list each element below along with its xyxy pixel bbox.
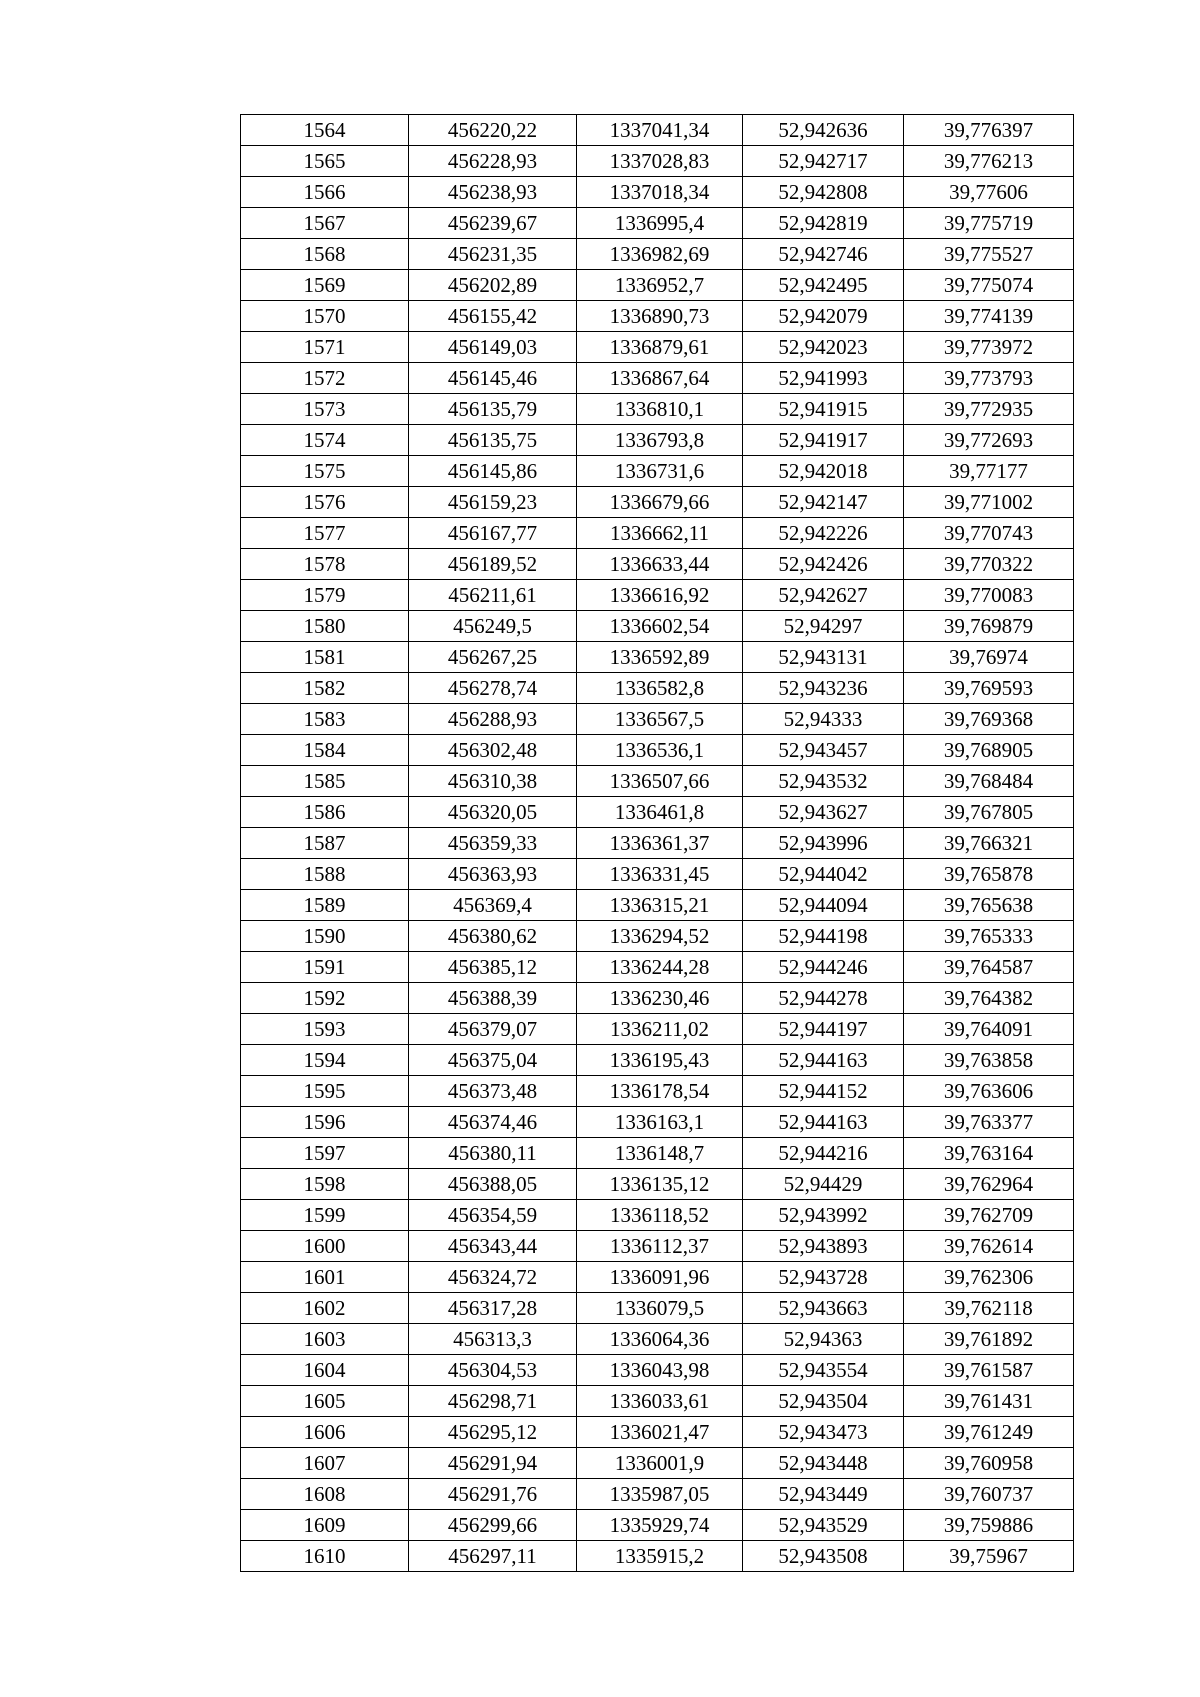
longitude-cell: 39,776397 <box>904 115 1074 146</box>
table-row <box>241 1541 1074 1572</box>
y-coordinate-cell: 1337041,34 <box>577 115 743 146</box>
x-coordinate-cell: 456374,46 <box>409 1107 577 1138</box>
x-coordinate-cell: 456202,89 <box>409 270 577 301</box>
x-coordinate-cell: 456231,35 <box>409 239 577 270</box>
table-row <box>241 1045 1074 1076</box>
latitude-cell: 52,943728 <box>743 1262 904 1293</box>
point-number-cell: 1606 <box>241 1417 409 1448</box>
table-row <box>241 270 1074 301</box>
longitude-cell: 39,770083 <box>904 580 1074 611</box>
y-coordinate-cell: 1336890,73 <box>577 301 743 332</box>
latitude-cell: 52,944163 <box>743 1045 904 1076</box>
table-row <box>241 1386 1074 1417</box>
y-coordinate-cell: 1336982,69 <box>577 239 743 270</box>
longitude-cell: 39,761587 <box>904 1355 1074 1386</box>
x-coordinate-cell: 456388,39 <box>409 983 577 1014</box>
latitude-cell: 52,94333 <box>743 704 904 735</box>
table-row <box>241 1417 1074 1448</box>
table-row <box>241 1107 1074 1138</box>
table-row <box>241 363 1074 394</box>
y-coordinate-cell: 1336679,66 <box>577 487 743 518</box>
y-coordinate-cell: 1335987,05 <box>577 1479 743 1510</box>
y-coordinate-cell: 1336662,11 <box>577 518 743 549</box>
point-number-cell: 1587 <box>241 828 409 859</box>
point-number-cell: 1604 <box>241 1355 409 1386</box>
table-row <box>241 1324 1074 1355</box>
table-row <box>241 1262 1074 1293</box>
table-row <box>241 1138 1074 1169</box>
latitude-cell: 52,943449 <box>743 1479 904 1510</box>
latitude-cell: 52,944197 <box>743 1014 904 1045</box>
point-number-cell: 1583 <box>241 704 409 735</box>
x-coordinate-cell: 456135,79 <box>409 394 577 425</box>
x-coordinate-cell: 456291,94 <box>409 1448 577 1479</box>
latitude-cell: 52,94429 <box>743 1169 904 1200</box>
y-coordinate-cell: 1336361,37 <box>577 828 743 859</box>
point-number-cell: 1592 <box>241 983 409 1014</box>
y-coordinate-cell: 1337028,83 <box>577 146 743 177</box>
table-row <box>241 146 1074 177</box>
latitude-cell: 52,942717 <box>743 146 904 177</box>
table-row <box>241 828 1074 859</box>
latitude-cell: 52,943473 <box>743 1417 904 1448</box>
longitude-cell: 39,764091 <box>904 1014 1074 1045</box>
y-coordinate-cell: 1336793,8 <box>577 425 743 456</box>
x-coordinate-cell: 456354,59 <box>409 1200 577 1231</box>
table-row <box>241 1076 1074 1107</box>
longitude-cell: 39,774139 <box>904 301 1074 332</box>
longitude-cell: 39,775719 <box>904 208 1074 239</box>
y-coordinate-cell: 1336195,43 <box>577 1045 743 1076</box>
point-number-cell: 1594 <box>241 1045 409 1076</box>
point-number-cell: 1581 <box>241 642 409 673</box>
longitude-cell: 39,763164 <box>904 1138 1074 1169</box>
point-number-cell: 1609 <box>241 1510 409 1541</box>
table-row <box>241 487 1074 518</box>
x-coordinate-cell: 456320,05 <box>409 797 577 828</box>
table-row <box>241 425 1074 456</box>
table-row <box>241 921 1074 952</box>
latitude-cell: 52,942147 <box>743 487 904 518</box>
point-number-cell: 1570 <box>241 301 409 332</box>
point-number-cell: 1601 <box>241 1262 409 1293</box>
longitude-cell: 39,775074 <box>904 270 1074 301</box>
table-row <box>241 1014 1074 1045</box>
longitude-cell: 39,762614 <box>904 1231 1074 1262</box>
point-number-cell: 1566 <box>241 177 409 208</box>
latitude-cell: 52,943893 <box>743 1231 904 1262</box>
point-number-cell: 1564 <box>241 115 409 146</box>
x-coordinate-cell: 456167,77 <box>409 518 577 549</box>
longitude-cell: 39,761249 <box>904 1417 1074 1448</box>
y-coordinate-cell: 1336079,5 <box>577 1293 743 1324</box>
latitude-cell: 52,944198 <box>743 921 904 952</box>
longitude-cell: 39,761892 <box>904 1324 1074 1355</box>
longitude-cell: 39,765638 <box>904 890 1074 921</box>
y-coordinate-cell: 1336331,45 <box>577 859 743 890</box>
x-coordinate-cell: 456297,11 <box>409 1541 577 1572</box>
y-coordinate-cell: 1336033,61 <box>577 1386 743 1417</box>
latitude-cell: 52,941993 <box>743 363 904 394</box>
point-number-cell: 1567 <box>241 208 409 239</box>
latitude-cell: 52,944163 <box>743 1107 904 1138</box>
longitude-cell: 39,769879 <box>904 611 1074 642</box>
x-coordinate-cell: 456249,5 <box>409 611 577 642</box>
table-row <box>241 797 1074 828</box>
table-row <box>241 580 1074 611</box>
x-coordinate-cell: 456159,23 <box>409 487 577 518</box>
latitude-cell: 52,943992 <box>743 1200 904 1231</box>
longitude-cell: 39,76974 <box>904 642 1074 673</box>
latitude-cell: 52,942636 <box>743 115 904 146</box>
longitude-cell: 39,77177 <box>904 456 1074 487</box>
y-coordinate-cell: 1336091,96 <box>577 1262 743 1293</box>
longitude-cell: 39,760737 <box>904 1479 1074 1510</box>
table-row <box>241 1293 1074 1324</box>
y-coordinate-cell: 1336064,36 <box>577 1324 743 1355</box>
y-coordinate-cell: 1336112,37 <box>577 1231 743 1262</box>
x-coordinate-cell: 456343,44 <box>409 1231 577 1262</box>
point-number-cell: 1605 <box>241 1386 409 1417</box>
x-coordinate-cell: 456145,86 <box>409 456 577 487</box>
table-row <box>241 766 1074 797</box>
point-number-cell: 1588 <box>241 859 409 890</box>
latitude-cell: 52,942808 <box>743 177 904 208</box>
longitude-cell: 39,763377 <box>904 1107 1074 1138</box>
latitude-cell: 52,943508 <box>743 1541 904 1572</box>
longitude-cell: 39,763606 <box>904 1076 1074 1107</box>
y-coordinate-cell: 1335915,2 <box>577 1541 743 1572</box>
x-coordinate-cell: 456373,48 <box>409 1076 577 1107</box>
point-number-cell: 1595 <box>241 1076 409 1107</box>
latitude-cell: 52,943554 <box>743 1355 904 1386</box>
coordinates-table-body <box>241 115 1074 1572</box>
point-number-cell: 1610 <box>241 1541 409 1572</box>
x-coordinate-cell: 456379,07 <box>409 1014 577 1045</box>
x-coordinate-cell: 456267,25 <box>409 642 577 673</box>
latitude-cell: 52,943532 <box>743 766 904 797</box>
latitude-cell: 52,944246 <box>743 952 904 983</box>
point-number-cell: 1569 <box>241 270 409 301</box>
point-number-cell: 1584 <box>241 735 409 766</box>
point-number-cell: 1576 <box>241 487 409 518</box>
longitude-cell: 39,766321 <box>904 828 1074 859</box>
latitude-cell: 52,943996 <box>743 828 904 859</box>
x-coordinate-cell: 456385,12 <box>409 952 577 983</box>
y-coordinate-cell: 1337018,34 <box>577 177 743 208</box>
x-coordinate-cell: 456380,11 <box>409 1138 577 1169</box>
x-coordinate-cell: 456220,22 <box>409 115 577 146</box>
longitude-cell: 39,773793 <box>904 363 1074 394</box>
latitude-cell: 52,943627 <box>743 797 904 828</box>
y-coordinate-cell: 1336633,44 <box>577 549 743 580</box>
y-coordinate-cell: 1336211,02 <box>577 1014 743 1045</box>
point-number-cell: 1603 <box>241 1324 409 1355</box>
y-coordinate-cell: 1336118,52 <box>577 1200 743 1231</box>
table-row <box>241 456 1074 487</box>
y-coordinate-cell: 1335929,74 <box>577 1510 743 1541</box>
x-coordinate-cell: 456155,42 <box>409 301 577 332</box>
point-number-cell: 1568 <box>241 239 409 270</box>
point-number-cell: 1582 <box>241 673 409 704</box>
latitude-cell: 52,943457 <box>743 735 904 766</box>
latitude-cell: 52,942226 <box>743 518 904 549</box>
table-row <box>241 1200 1074 1231</box>
x-coordinate-cell: 456302,48 <box>409 735 577 766</box>
x-coordinate-cell: 456359,33 <box>409 828 577 859</box>
point-number-cell: 1565 <box>241 146 409 177</box>
point-number-cell: 1607 <box>241 1448 409 1479</box>
latitude-cell: 52,943529 <box>743 1510 904 1541</box>
y-coordinate-cell: 1336178,54 <box>577 1076 743 1107</box>
table-row <box>241 549 1074 580</box>
longitude-cell: 39,77606 <box>904 177 1074 208</box>
table-row <box>241 1448 1074 1479</box>
latitude-cell: 52,944042 <box>743 859 904 890</box>
x-coordinate-cell: 456375,04 <box>409 1045 577 1076</box>
latitude-cell: 52,944152 <box>743 1076 904 1107</box>
longitude-cell: 39,772935 <box>904 394 1074 425</box>
y-coordinate-cell: 1336536,1 <box>577 735 743 766</box>
table-row <box>241 332 1074 363</box>
table-row <box>241 983 1074 1014</box>
x-coordinate-cell: 456304,53 <box>409 1355 577 1386</box>
latitude-cell: 52,943448 <box>743 1448 904 1479</box>
y-coordinate-cell: 1336810,1 <box>577 394 743 425</box>
x-coordinate-cell: 456310,38 <box>409 766 577 797</box>
point-number-cell: 1593 <box>241 1014 409 1045</box>
latitude-cell: 52,943504 <box>743 1386 904 1417</box>
y-coordinate-cell: 1336592,89 <box>577 642 743 673</box>
longitude-cell: 39,764382 <box>904 983 1074 1014</box>
longitude-cell: 39,765333 <box>904 921 1074 952</box>
x-coordinate-cell: 456388,05 <box>409 1169 577 1200</box>
longitude-cell: 39,767805 <box>904 797 1074 828</box>
longitude-cell: 39,776213 <box>904 146 1074 177</box>
latitude-cell: 52,94363 <box>743 1324 904 1355</box>
latitude-cell: 52,942495 <box>743 270 904 301</box>
y-coordinate-cell: 1336995,4 <box>577 208 743 239</box>
latitude-cell: 52,944278 <box>743 983 904 1014</box>
y-coordinate-cell: 1336315,21 <box>577 890 743 921</box>
longitude-cell: 39,765878 <box>904 859 1074 890</box>
table-row <box>241 673 1074 704</box>
x-coordinate-cell: 456363,93 <box>409 859 577 890</box>
point-number-cell: 1591 <box>241 952 409 983</box>
table-row <box>241 952 1074 983</box>
longitude-cell: 39,762306 <box>904 1262 1074 1293</box>
y-coordinate-cell: 1336043,98 <box>577 1355 743 1386</box>
point-number-cell: 1571 <box>241 332 409 363</box>
x-coordinate-cell: 456228,93 <box>409 146 577 177</box>
table-row <box>241 642 1074 673</box>
point-number-cell: 1580 <box>241 611 409 642</box>
latitude-cell: 52,942426 <box>743 549 904 580</box>
y-coordinate-cell: 1336001,9 <box>577 1448 743 1479</box>
x-coordinate-cell: 456313,3 <box>409 1324 577 1355</box>
y-coordinate-cell: 1336952,7 <box>577 270 743 301</box>
latitude-cell: 52,942018 <box>743 456 904 487</box>
longitude-cell: 39,770743 <box>904 518 1074 549</box>
point-number-cell: 1586 <box>241 797 409 828</box>
latitude-cell: 52,943663 <box>743 1293 904 1324</box>
y-coordinate-cell: 1336867,64 <box>577 363 743 394</box>
x-coordinate-cell: 456189,52 <box>409 549 577 580</box>
point-number-cell: 1589 <box>241 890 409 921</box>
longitude-cell: 39,762709 <box>904 1200 1074 1231</box>
y-coordinate-cell: 1336616,92 <box>577 580 743 611</box>
x-coordinate-cell: 456291,76 <box>409 1479 577 1510</box>
y-coordinate-cell: 1336582,8 <box>577 673 743 704</box>
y-coordinate-cell: 1336602,54 <box>577 611 743 642</box>
point-number-cell: 1579 <box>241 580 409 611</box>
table-row <box>241 301 1074 332</box>
point-number-cell: 1573 <box>241 394 409 425</box>
table-row <box>241 1355 1074 1386</box>
longitude-cell: 39,760958 <box>904 1448 1074 1479</box>
longitude-cell: 39,761431 <box>904 1386 1074 1417</box>
latitude-cell: 52,942746 <box>743 239 904 270</box>
latitude-cell: 52,944094 <box>743 890 904 921</box>
latitude-cell: 52,94297 <box>743 611 904 642</box>
longitude-cell: 39,764587 <box>904 952 1074 983</box>
point-number-cell: 1577 <box>241 518 409 549</box>
table-row <box>241 518 1074 549</box>
longitude-cell: 39,775527 <box>904 239 1074 270</box>
longitude-cell: 39,75967 <box>904 1541 1074 1572</box>
table-row <box>241 611 1074 642</box>
point-number-cell: 1574 <box>241 425 409 456</box>
x-coordinate-cell: 456369,4 <box>409 890 577 921</box>
longitude-cell: 39,771002 <box>904 487 1074 518</box>
y-coordinate-cell: 1336163,1 <box>577 1107 743 1138</box>
point-number-cell: 1572 <box>241 363 409 394</box>
longitude-cell: 39,762964 <box>904 1169 1074 1200</box>
longitude-cell: 39,763858 <box>904 1045 1074 1076</box>
x-coordinate-cell: 456288,93 <box>409 704 577 735</box>
latitude-cell: 52,943131 <box>743 642 904 673</box>
y-coordinate-cell: 1336294,52 <box>577 921 743 952</box>
point-number-cell: 1597 <box>241 1138 409 1169</box>
x-coordinate-cell: 456317,28 <box>409 1293 577 1324</box>
x-coordinate-cell: 456380,62 <box>409 921 577 952</box>
latitude-cell: 52,942079 <box>743 301 904 332</box>
longitude-cell: 39,770322 <box>904 549 1074 580</box>
point-number-cell: 1575 <box>241 456 409 487</box>
table-row <box>241 1510 1074 1541</box>
longitude-cell: 39,759886 <box>904 1510 1074 1541</box>
point-number-cell: 1599 <box>241 1200 409 1231</box>
point-number-cell: 1590 <box>241 921 409 952</box>
y-coordinate-cell: 1336021,47 <box>577 1417 743 1448</box>
x-coordinate-cell: 456299,66 <box>409 1510 577 1541</box>
latitude-cell: 52,943236 <box>743 673 904 704</box>
point-number-cell: 1596 <box>241 1107 409 1138</box>
table-row <box>241 1231 1074 1262</box>
table-row <box>241 1169 1074 1200</box>
point-number-cell: 1602 <box>241 1293 409 1324</box>
latitude-cell: 52,942819 <box>743 208 904 239</box>
table-row <box>241 890 1074 921</box>
longitude-cell: 39,768905 <box>904 735 1074 766</box>
x-coordinate-cell: 456149,03 <box>409 332 577 363</box>
x-coordinate-cell: 456324,72 <box>409 1262 577 1293</box>
x-coordinate-cell: 456239,67 <box>409 208 577 239</box>
y-coordinate-cell: 1336507,66 <box>577 766 743 797</box>
y-coordinate-cell: 1336731,6 <box>577 456 743 487</box>
point-number-cell: 1608 <box>241 1479 409 1510</box>
point-number-cell: 1585 <box>241 766 409 797</box>
table-row <box>241 239 1074 270</box>
y-coordinate-cell: 1336879,61 <box>577 332 743 363</box>
table-row <box>241 735 1074 766</box>
x-coordinate-cell: 456298,71 <box>409 1386 577 1417</box>
x-coordinate-cell: 456145,46 <box>409 363 577 394</box>
latitude-cell: 52,941917 <box>743 425 904 456</box>
latitude-cell: 52,941915 <box>743 394 904 425</box>
longitude-cell: 39,769368 <box>904 704 1074 735</box>
table-row <box>241 704 1074 735</box>
latitude-cell: 52,942023 <box>743 332 904 363</box>
table-row <box>241 1479 1074 1510</box>
point-number-cell: 1600 <box>241 1231 409 1262</box>
x-coordinate-cell: 456238,93 <box>409 177 577 208</box>
y-coordinate-cell: 1336244,28 <box>577 952 743 983</box>
longitude-cell: 39,768484 <box>904 766 1074 797</box>
table-row <box>241 859 1074 890</box>
table-row <box>241 115 1074 146</box>
y-coordinate-cell: 1336135,12 <box>577 1169 743 1200</box>
coordinates-table <box>240 114 1074 1572</box>
y-coordinate-cell: 1336148,7 <box>577 1138 743 1169</box>
point-number-cell: 1598 <box>241 1169 409 1200</box>
y-coordinate-cell: 1336230,46 <box>577 983 743 1014</box>
table-row <box>241 394 1074 425</box>
latitude-cell: 52,942627 <box>743 580 904 611</box>
table-row <box>241 208 1074 239</box>
x-coordinate-cell: 456211,61 <box>409 580 577 611</box>
latitude-cell: 52,944216 <box>743 1138 904 1169</box>
y-coordinate-cell: 1336567,5 <box>577 704 743 735</box>
longitude-cell: 39,762118 <box>904 1293 1074 1324</box>
x-coordinate-cell: 456295,12 <box>409 1417 577 1448</box>
x-coordinate-cell: 456135,75 <box>409 425 577 456</box>
longitude-cell: 39,772693 <box>904 425 1074 456</box>
x-coordinate-cell: 456278,74 <box>409 673 577 704</box>
point-number-cell: 1578 <box>241 549 409 580</box>
longitude-cell: 39,769593 <box>904 673 1074 704</box>
longitude-cell: 39,773972 <box>904 332 1074 363</box>
table-row <box>241 177 1074 208</box>
y-coordinate-cell: 1336461,8 <box>577 797 743 828</box>
